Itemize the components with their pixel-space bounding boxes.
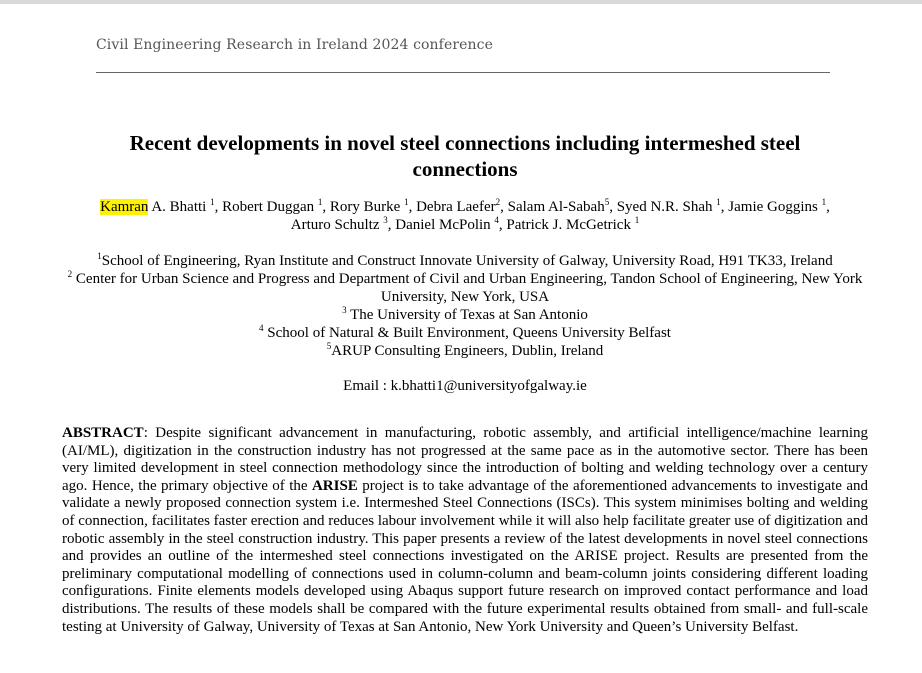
author-sep: , <box>387 217 396 233</box>
author: Debra Laefer <box>416 199 496 215</box>
author-sep: , <box>322 199 330 215</box>
author: Daniel McPolin <box>395 217 491 233</box>
affiliation-text: The University of Texas at San Antonio <box>346 307 588 323</box>
affiliation-sup: 1 <box>97 251 102 261</box>
author-sep: , <box>214 199 223 215</box>
paper-title <box>90 130 840 182</box>
abstract-heading: ABSTRACT <box>62 425 144 441</box>
author: Arturo Schultz <box>290 217 380 233</box>
abstract-text: : Despite significant advancement in manufacturing, robotic assembly, and artificial intelligence/machine learning (AI/ML), digitization in the construction industry has not progressed at the same pace as in the automotive sector. There has been very limited development in steel connection methodology since the introduction of bolting and welding technology over a century ago. Hence, the primary objective of the <box>62 425 868 494</box>
affiliation <box>62 342 868 360</box>
contact-email <box>62 378 868 395</box>
author-sep: , <box>720 199 729 215</box>
author-sup: 1 <box>634 215 640 225</box>
author: Jamie Goggins <box>728 199 818 215</box>
author-list <box>70 198 860 234</box>
author-sup: 4 <box>494 215 499 225</box>
affiliation <box>62 252 868 270</box>
author-sep: , <box>500 199 508 215</box>
affiliation-sup: 4 <box>259 323 264 333</box>
title-line-2: connections <box>412 157 518 181</box>
author: Patrick J. McGetrick <box>506 217 631 233</box>
author: Robert Duggan <box>222 199 315 215</box>
affiliation-sup: 5 <box>326 341 332 351</box>
abstract <box>62 425 868 636</box>
author-highlighted[interactable]: Kamran <box>100 199 149 215</box>
top-border <box>0 0 922 4</box>
author-sup: 3 <box>383 215 388 225</box>
affiliation-text: School of Natural & Built Environment, Queens University Belfast <box>263 325 671 341</box>
abstract-text: project is to take advantage of the aforementioned advancements to investigate and validate a newly proposed connection system i.e. Intermeshed Steel Connections (ISCs). This system minimises bolting and welding of connection, facilitates faster erection and reduces labour involvement while it will also help facilitate greater use of digitization and robotic assembly in the steel construction industry. This paper presents a review of the latest developments in novel steel connections and provides an outline of the intermeshed steel connections investigated on the ARISE project. Results are presented from the preliminary computational modelling of connections used in column-column and beam-column joints considering different loading configurations. Finite elements models developed using Abaqus support future research on improved contact performance and load distributions. The results of these models shall be compared with the future experimental results obtained from small- and full-scale testing at University of Galway, University of Texas at San Antonio, New York University and Queen’s University Belfast. <box>62 477 869 635</box>
affiliation <box>62 324 868 342</box>
author-sep: , <box>408 199 417 215</box>
author-sup: 1 <box>821 197 827 207</box>
affiliation-text: Center for Urban Science and Progress and Department of Civil and Urban Engineering, Tandon School of Engineering, New York University, New York, USA <box>72 271 863 305</box>
author-sup: 1 <box>317 197 323 207</box>
author: A. Bhatti <box>148 199 207 215</box>
author-sup: 1 <box>716 197 721 207</box>
affiliation-text: School of Engineering, Ryan Institute and Construct Innovate University of Galway, University Road, H91 TK33, Ireland <box>101 253 833 269</box>
running-header: Civil Engineering Research in Ireland 2024 conference <box>96 37 493 53</box>
title-line-1: Recent developments in novel steel connections including intermeshed steel <box>129 131 801 155</box>
author-sep: , <box>826 199 830 215</box>
author-sup: 2 <box>495 197 501 207</box>
author: Syed N.R. Shah <box>616 199 713 215</box>
author: Salam Al-Sabah <box>507 199 605 215</box>
affiliation <box>62 306 868 324</box>
author-sup: 1 <box>210 197 215 207</box>
affiliation-list <box>62 252 868 360</box>
affiliation-text: ARUP Consulting Engineers, Dublin, Ireland <box>331 343 604 359</box>
author-sup: 5 <box>604 197 610 207</box>
author-sep: , <box>498 217 507 233</box>
email-address[interactable]: k.bhatti1@universityofgalway.ie <box>390 378 587 394</box>
header-rule <box>96 72 830 73</box>
abstract-project-name: ARISE <box>311 477 358 494</box>
affiliation <box>62 270 868 306</box>
author: Rory Burke <box>329 199 401 215</box>
affiliation-sup: 3 <box>342 305 347 315</box>
email-label: Email : <box>343 378 391 394</box>
author-sep: , <box>609 199 617 215</box>
affiliation-sup: 2 <box>67 269 73 279</box>
author-sup: 1 <box>404 197 409 207</box>
